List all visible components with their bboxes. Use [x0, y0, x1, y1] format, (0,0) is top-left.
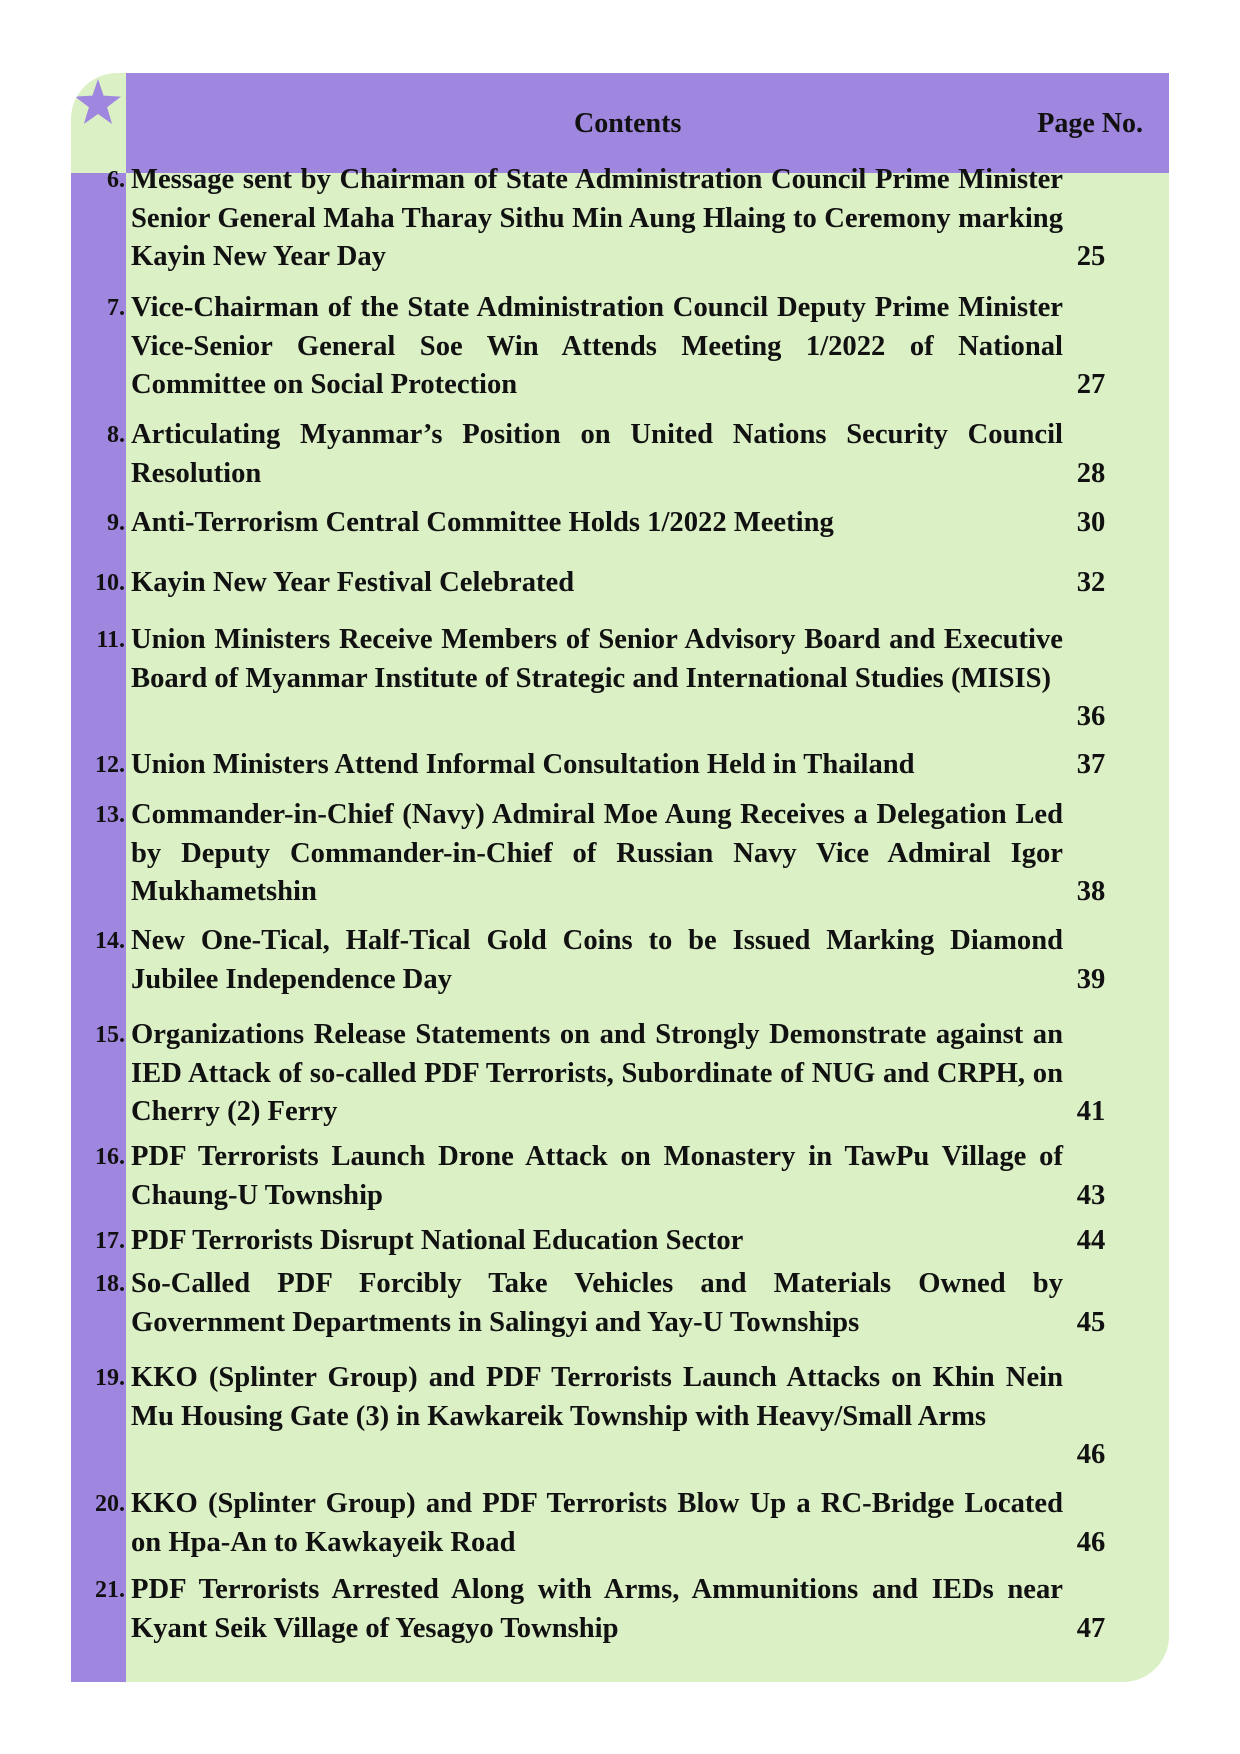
entry-page: 30: [1076, 507, 1106, 538]
entry-title: Kayin New Year Festival Celebrated: [131, 567, 575, 598]
entry-page: 46: [1076, 1439, 1106, 1470]
entry-number: 13.: [95, 802, 125, 828]
entry-title: So-Called PDF Forcibly Take Vehicles and Materials Owned by Government Departments in Salingyi and Yay-U Townships: [131, 1268, 1063, 1338]
contents-heading: Contents: [574, 108, 682, 139]
entry-number: 11.: [96, 627, 125, 653]
entry-number: 15.: [95, 1022, 125, 1048]
entry-page: 41: [1076, 1096, 1106, 1127]
entry-page: 32: [1076, 567, 1106, 598]
entry-page: 25: [1076, 241, 1106, 272]
entry-page: 36: [1076, 701, 1106, 732]
entry-title: Commander-in-Chief (Navy) Admiral Moe Aung Receives a Delegation Led by Deputy Commander-in-Chief of Russian Navy Vice Admiral Igor Mukhametshin: [131, 799, 1063, 908]
entry-number: 20.: [95, 1491, 125, 1517]
entry-title: PDF Terrorists Disrupt National Education Sector: [131, 1225, 744, 1256]
contents-header: [126, 73, 1169, 173]
entry-number: 12.: [95, 752, 125, 778]
entry-title: KKO (Splinter Group) and PDF Terrorists Launch Attacks on Khin Nein Mu Housing Gate (3) in Kawkareik Township with Heavy/Small Arms: [131, 1362, 1063, 1432]
entry-number: 21.: [95, 1577, 125, 1603]
entry-title: Articulating Myanmar’s Position on United Nations Security Council Resolution: [131, 419, 1063, 489]
entry-number: 16.: [95, 1144, 125, 1170]
table-of-contents: [71, 73, 1169, 1682]
entry-page: 47: [1076, 1613, 1106, 1644]
entry-title: PDF Terrorists Arrested Along with Arms, Ammunitions and IEDs near Kyant Seik Village of Yesagyo Township: [131, 1574, 1063, 1644]
entry-title: Union Ministers Receive Members of Senior Advisory Board and Executive Board of Myanmar Institute of Strategic and International Studies (MISIS): [131, 624, 1063, 694]
entry-title: KKO (Splinter Group) and PDF Terrorists Blow Up a RC-Bridge Located on Hpa-An to Kawkayeik Road: [131, 1488, 1063, 1558]
entry-number: 9.: [107, 510, 125, 536]
entry-number: 17.: [95, 1228, 125, 1254]
entry-number: 10.: [95, 570, 125, 596]
entry-title: New One-Tical, Half-Tical Gold Coins to be Issued Marking Diamond Jubilee Independence Day: [131, 925, 1063, 995]
entry-number: 8.: [107, 422, 125, 448]
entry-title: PDF Terrorists Launch Drone Attack on Monastery in TawPu Village of Chaung-U Township: [131, 1141, 1063, 1211]
entry-title: Vice-Chairman of the State Administration Council Deputy Prime Minister Vice-Senior General Soe Win Attends Meeting 1/2022 of National Committee on Social Protection: [131, 292, 1063, 401]
entry-page: 38: [1076, 876, 1106, 907]
entry-number: 7.: [107, 295, 125, 321]
page-number-heading: Page No.: [1037, 108, 1143, 139]
entry-title: Organizations Release Statements on and Strongly Demonstrate against an IED Attack of so-called PDF Terrorists, Subordinate of NUG and CRPH, on Cherry (2) Ferry: [131, 1019, 1063, 1128]
entry-page: 43: [1076, 1180, 1106, 1211]
star-icon: [73, 77, 123, 127]
entry-page: 28: [1076, 458, 1106, 489]
entry-number: 14.: [95, 928, 125, 954]
entry-page: 37: [1076, 749, 1106, 780]
entry-number: 18.: [95, 1271, 125, 1297]
entry-title: Union Ministers Attend Informal Consultation Held in Thailand: [131, 749, 915, 780]
entry-page: 39: [1076, 964, 1106, 995]
entry-title: Message sent by Chairman of State Administration Council Prime Minister Senior General Maha Tharay Sithu Min Aung Hlaing to Ceremony marking Kayin New Year Day: [131, 164, 1063, 273]
entry-page: 44: [1076, 1225, 1106, 1256]
entry-number: 19.: [95, 1365, 125, 1391]
entry-title: Anti-Terrorism Central Committee Holds 1/2022 Meeting: [131, 507, 834, 538]
entry-page: 45: [1076, 1307, 1106, 1338]
entry-page: 46: [1076, 1527, 1106, 1558]
entry-page: 27: [1076, 369, 1106, 400]
entry-number: 6.: [107, 167, 125, 193]
